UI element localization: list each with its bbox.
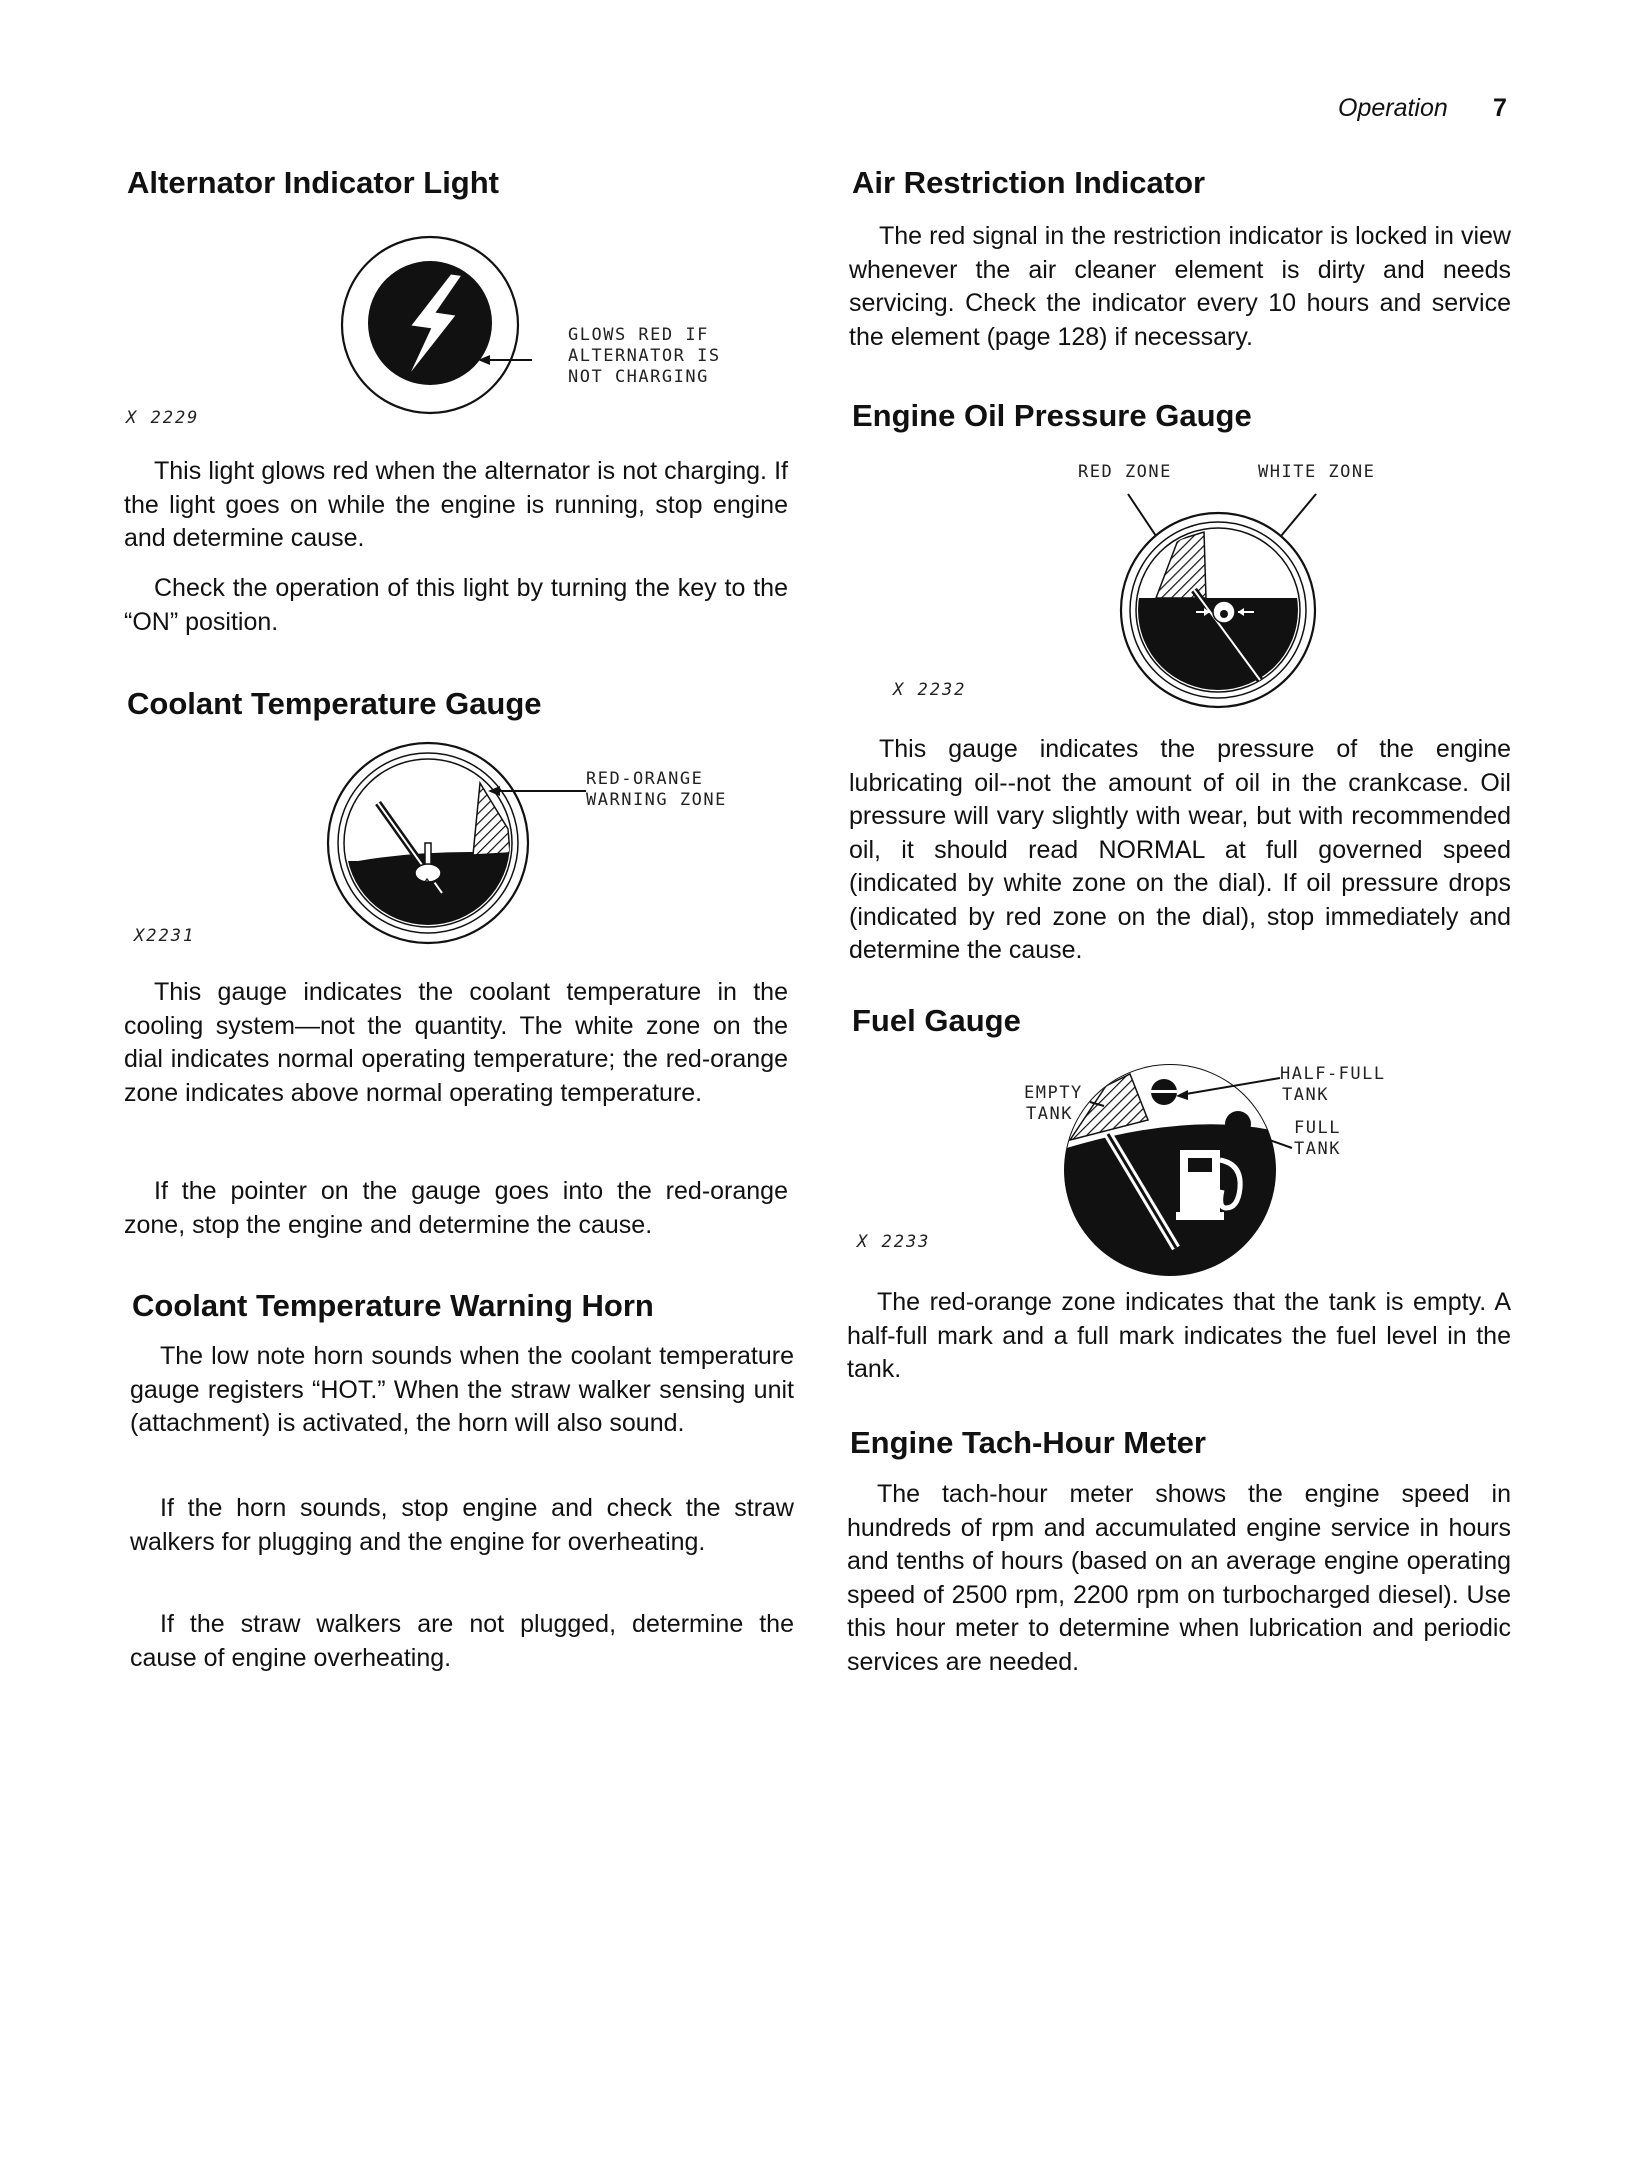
oil-white-zone-label: WHITE ZONE <box>1258 462 1376 482</box>
air-restriction-heading: Air Restriction Indicator <box>852 165 1206 200</box>
coolant-gauge-paragraph: If the pointer on the gauge goes into the red-orange zone, stop the engine and determine the cause. <box>124 1177 788 1239</box>
oil-figure-id: X 2232 <box>893 680 967 700</box>
oil-pressure-paragraph: This gauge indicates the pressure of the engine lubricating oil--not the amount of oil in the crankcase. Oil pressure will vary slightly with wear, but with recommended oil, it should read NORMAL at full governed speed (indicated by white zone on the dial). If oil pressure drops (indicated by red zone on the dial), stop immediately and determine the cause. <box>849 735 1511 964</box>
oil-pressure-heading: Engine Oil Pressure Gauge <box>852 398 1252 433</box>
alternator-paragraph: This light glows red when the alternator is not charging. If the light goes on while the engine is running, stop engine and determine cause. <box>124 457 788 552</box>
fuel-gauge-heading: Fuel Gauge <box>852 1003 1021 1038</box>
fuel-figure-id: X 2233 <box>857 1232 931 1252</box>
coolant-figure-id: X2231 <box>134 926 196 946</box>
coolant-horn-heading: Coolant Temperature Warning Horn <box>132 1288 654 1323</box>
coolant-horn-paragraph: If the horn sounds, stop engine and check the straw walkers for plugging and the engine for overheating. <box>130 1494 794 1556</box>
fuel-gauge-diagram <box>1040 1058 1310 1270</box>
alternator-figure-id: X 2229 <box>126 408 200 428</box>
fuel-full-label: FULL TANK <box>1294 1118 1341 1159</box>
fuel-half-full-label: HALF-FULL TANK <box>1280 1064 1386 1105</box>
oil-pressure-gauge-diagram <box>1100 480 1350 720</box>
air-restriction-paragraph: The red signal in the restriction indicator is locked in view whenever the air cleaner element is dirty and needs servicing. Check the indicator every 10 hours and service the element (page 128) if necessary. <box>849 222 1511 351</box>
coolant-callout: RED-ORANGE WARNING ZONE <box>586 769 727 810</box>
alternator-callout: GLOWS RED IF ALTERNATOR IS NOT CHARGING <box>568 325 721 387</box>
tach-heading: Engine Tach-Hour Meter <box>850 1425 1206 1460</box>
alternator-paragraph: Check the operation of this light by turning the key to the “ON” position. <box>124 574 788 636</box>
tach-paragraph: The tach-hour meter shows the engine speed in hundreds of rpm and accumulated engine service in hours and tenths of hours (based on an average engine operating speed of 2500 rpm, 2200 rpm on turbocharged diesel). Use this hour meter to determine when lubrication and periodic services are needed. <box>847 1480 1511 1676</box>
coolant-horn-paragraph: If the straw walkers are not plugged, determine the cause of engine overheating. <box>130 1610 794 1672</box>
oil-red-zone-label: RED ZONE <box>1078 462 1172 482</box>
fuel-empty-label: EMPTY TANK <box>1024 1083 1083 1124</box>
page-number: 7 <box>1493 94 1507 122</box>
fuel-gauge-paragraph: The red-orange zone indicates that the tank is empty. A half-full mark and a full mark indicates the fuel level in the tank. <box>847 1288 1511 1383</box>
coolant-gauge-heading: Coolant Temperature Gauge <box>127 686 542 721</box>
alternator-heading: Alternator Indicator Light <box>127 165 499 200</box>
fuel-full-mark <box>1225 1111 1251 1137</box>
running-header: Operation <box>1338 94 1448 122</box>
coolant-horn-paragraph: The low note horn sounds when the coolant temperature gauge registers “HOT.” When the straw walker sensing unit (attachment) is activated, the horn will also sound. <box>130 1342 794 1437</box>
coolant-gauge-paragraph: This gauge indicates the coolant temperature in the cooling system—not the quantity. The white zone on the dial indicates normal operating temperature; the red-orange zone indicates above normal operating temperature. <box>124 978 788 1107</box>
